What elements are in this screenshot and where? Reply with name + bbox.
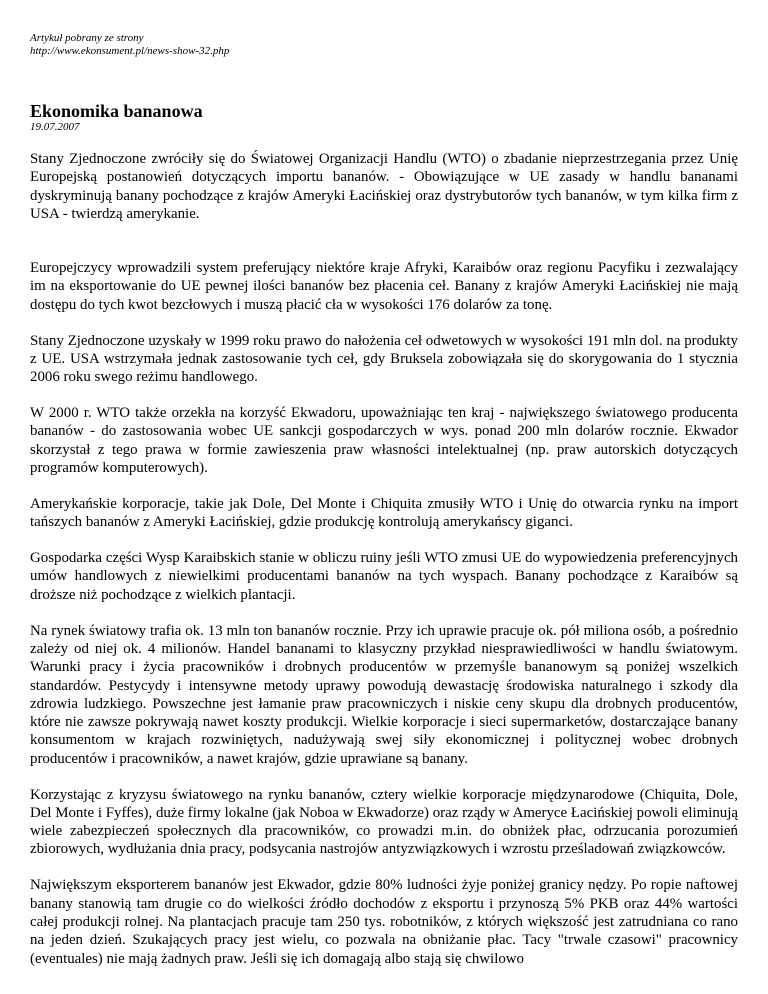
paragraph: Największym eksporterem bananów jest Ekwador, gdzie 80% ludności żyje poniżej granicy nędzy. Po ropie naftowej banany stanowią tam drugie co do wielkości źródło dochodów z eksportu i przynoszą 5% PKB oraz 44% wartości całej produkcji rolnej. Na plantacjach pracuje tam 250 tys. robotników, z których większość jest zatrudniana co rano na jeden dzień. Szukających pracy jest wielu, co pozwala na obniżanie płac. Tacy "trwale czasowi" pracownicy (eventuales) nie mają żadnych praw. Jeśli się ich domagają albo stają się chwilowo: [30, 877, 738, 967]
paragraph: Gospodarka części Wysp Karaibskich stanie w obliczu ruiny jeśli WTO zmusi UE do wypowiedzenia preferencyjnych umów handlowych z niewielkimi producentami bananów na tych wyspach. Banany pochodzące z Karaibów są droższe niż pochodzące z wielkich plantacji.: [30, 550, 738, 603]
paragraph: W 2000 r. WTO także orzekła na korzyść Ekwadoru, upoważniając ten kraj - największego światowego producenta bananów - do zastosowania wobec UE sankcji gospodarczych w wys. ponad 200 mln dolarów rocznie. Ekwador skorzystał z tego prawa w formie zawieszenia praw własności intelektualnej (np. praw autorskich dotyczących programów komputerowych).: [30, 405, 738, 477]
paragraph: Na rynek światowy trafia ok. 13 mln ton bananów rocznie. Przy ich uprawie pracuje ok. pół miliona osób, a pośrednio zależy od niej ok. 4 milionów. Handel bananami to klasyczny przykład niesprawiedliwości w handlu światowym. Warunki pracy i życia pracowników i drobnych producentów w przemyśle bananowym są poniżej wszelkich standardów. Pestycydy i intensywne metody uprawy powodują dewastację środowiska naturalnego i szkody dla zdrowia ludzkiego. Powszechne jest łamanie praw pracowniczych i niskie ceny skupu dla drobnych producentów, które nie zawsze pokrywają nawet koszty produkcji. Wielkie korporacje i sieci supermarketów, dostarczające banany konsumentom w krajach rozwiniętych, nadużywają swej siły ekonomicznej i politycznej wobec drobnych producentów i pracowników, a nawet krajów, gdzie uprawiane są banany.: [30, 622, 738, 767]
source-url: http://www.ekonsument.pl/news-show-32.php: [30, 45, 230, 57]
article-title: Ekonomika bananowa: [30, 101, 203, 121]
paragraph: Stany Zjednoczone zwróciły się do Światowej Organizacji Handlu (WTO) o zbadanie nieprzestrzegania przez Unię Europejską postanowień dotyczących importu bananów. - Obowiązujące w UE zasady w handlu bananami dyskryminują banany pochodzące z krajów Ameryki Łacińskiej oraz dystrybutorów tych bananów, w tym kilka firm z USA - twierdzą amerykanie.: [30, 151, 738, 222]
paragraph: Amerykańskie korporacje, takie jak Dole, Del Monte i Chiquita zmusiły WTO i Unię do otwarcia rynku na import tańszych bananów z Ameryki Łacińskiej, gdzie produkcję kontrolują amerykańscy giganci.: [30, 495, 738, 531]
source-label: Artykuł pobrany ze strony: [30, 32, 144, 44]
document-page: [30, 32, 738, 968]
article-date: 19.07.2007: [30, 121, 80, 133]
paragraph: Korzystając z kryzysu światowego na rynku bananów, cztery wielkie korporacje międzynarodowe (Chiquita, Dole, Del Monte i Fyffes), duże firmy lokalne (jak Noboa w Ekwadorze) oraz rządy w Ameryce Łacińskiej powoli eliminują wiele zabezpieczeń społecznych dla pracowników, co prowadzi m.in. do obniżek płac, odrzucania porozumień zbiorowych, wydłużania dnia pracy, podsycania nastrojów antyzwiązkowych i wzrostu prześladowań związkowców.: [30, 786, 738, 858]
paragraph: Europejczycy wprowadzili system preferujący niektóre kraje Afryki, Karaibów oraz regionu Pacyfiku i zezwalający im na eksportowanie do UE pewnej ilości bananów bez płacenia ceł. Banany z krajów Ameryki Łacińskiej nie mają dostępu do tych kwot bezcłowych i muszą płacić cła w wysokości 176 dolarów za tonę.: [30, 260, 738, 313]
paragraph: Stany Zjednoczone uzyskały w 1999 roku prawo do nałożenia ceł odwetowych w wysokości 191 mln dol. na produkty z UE. USA wstrzymała jednak zastosowanie tych ceł, gdy Bruksela zobowiązała się do skorygowania do 1 stycznia 2006 roku swego reżimu handlowego.: [30, 332, 738, 386]
